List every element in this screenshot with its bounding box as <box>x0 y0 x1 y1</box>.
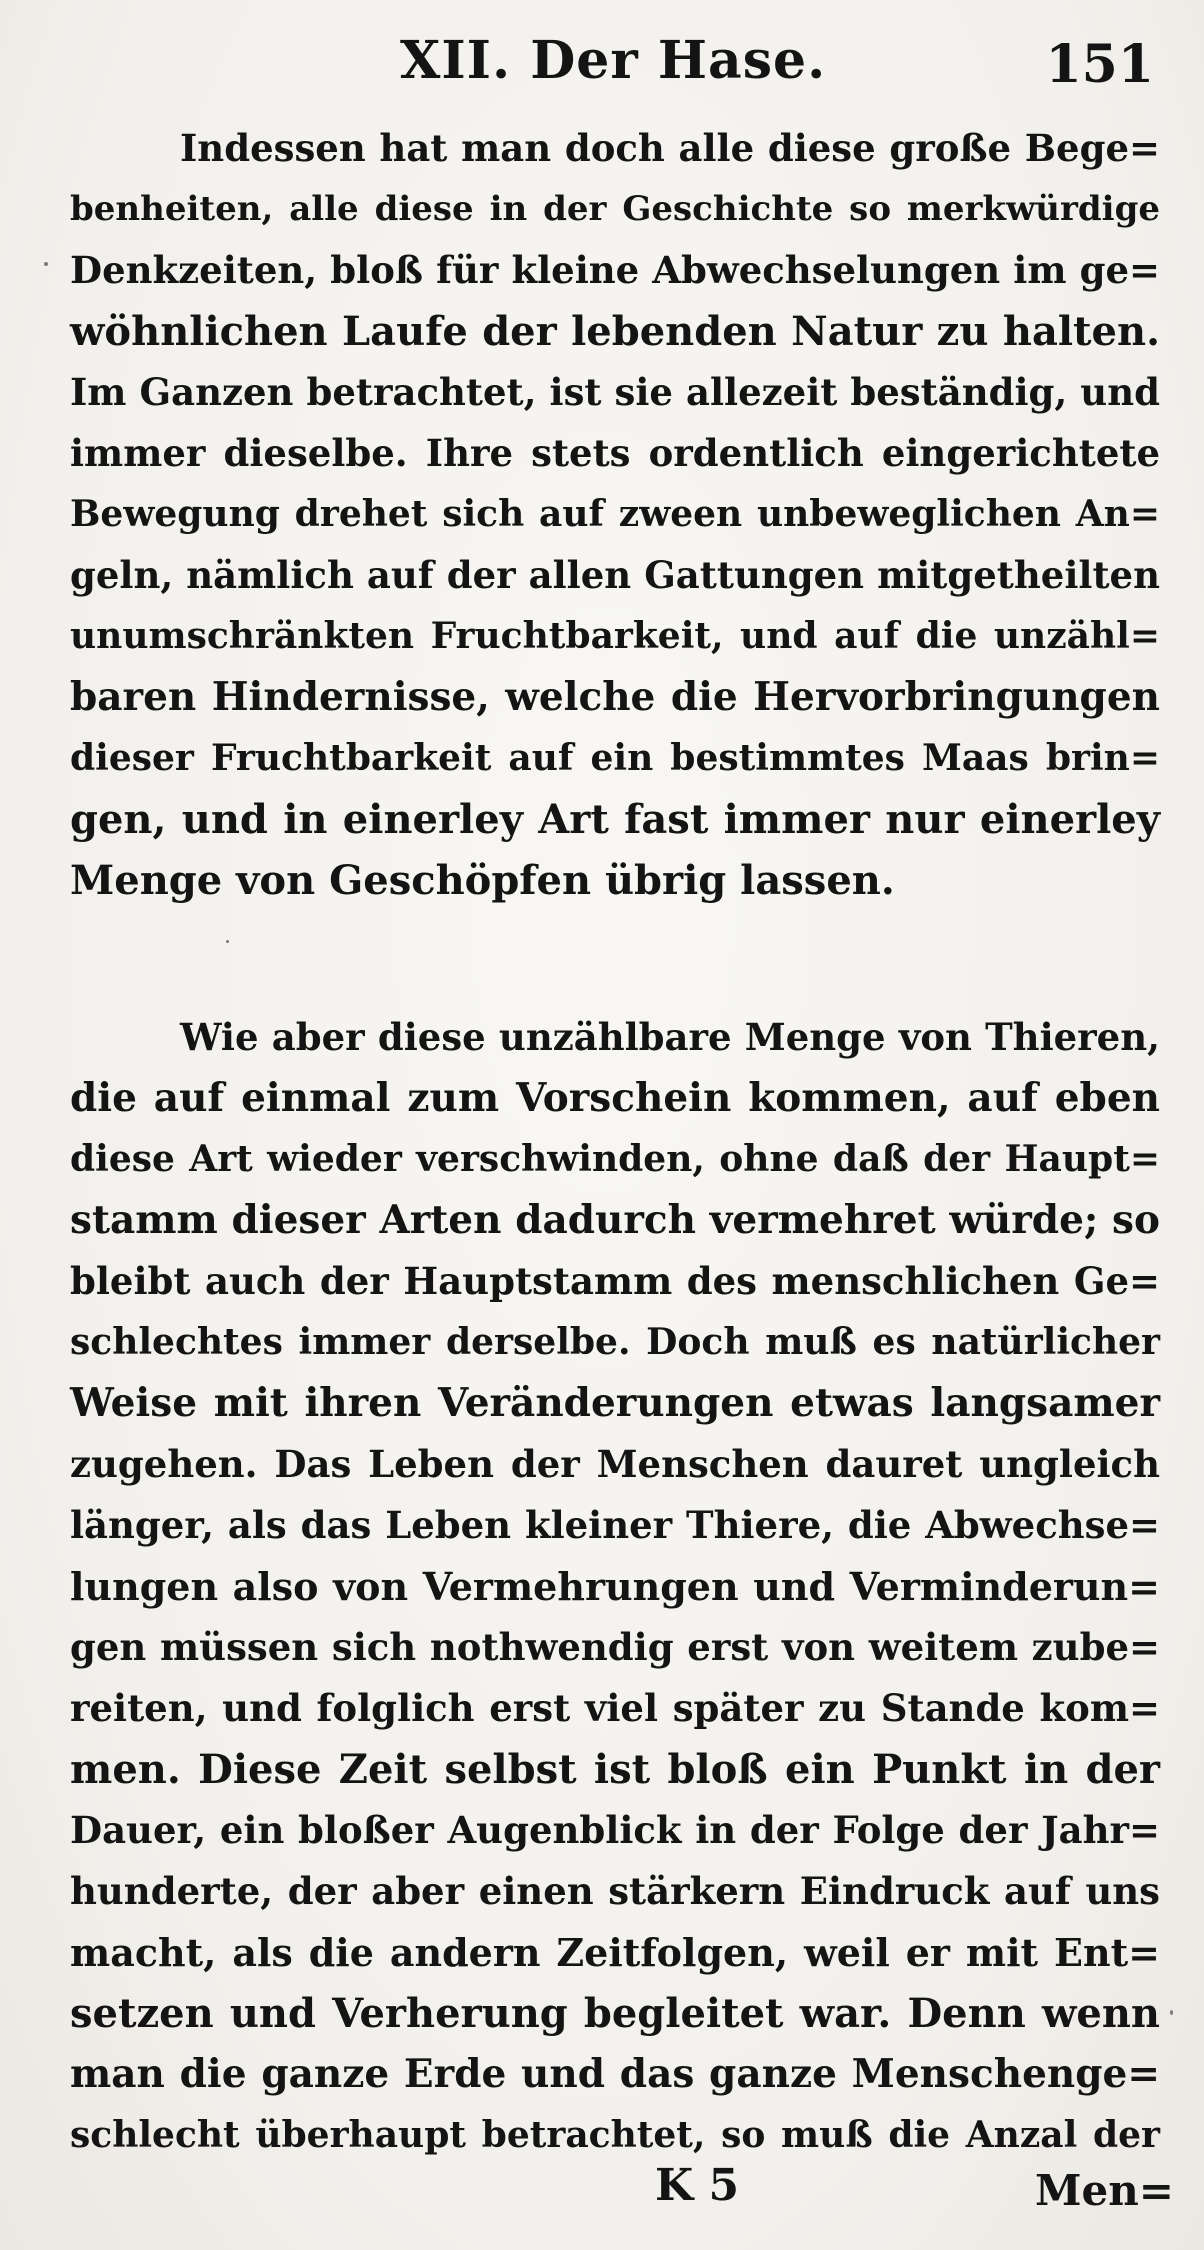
text-line: Menge von Geschöpfen übrig lassen. <box>70 857 895 904</box>
text-line: reiten, und folglich erst viel später zu Stande kom= <box>70 1686 1160 1730</box>
text-line: bleibt auch der Hauptstamm des menschlichen Ge= <box>70 1259 1160 1303</box>
text-line: macht, als die andern Zeitfolgen, weil er mit Ent= <box>70 1930 1160 1975</box>
text-line: Denkzeiten, bloß für kleine Abwechselungen im ge= <box>70 248 1160 292</box>
page-number: 151 <box>1045 34 1154 95</box>
paper-speck <box>1170 2010 1173 2015</box>
text-line: unumschränkten Fruchtbarkeit, und auf die unzähl= <box>70 615 1160 657</box>
text-line: länger, als das Leben kleiner Thiere, die Abwechse= <box>70 1503 1160 1547</box>
text-line: immer dieselbe. Ihre stets ordentlich eingerichtete <box>70 431 1160 475</box>
text-line: Dauer, ein bloßer Augenblick in der Folge der Jahr= <box>70 1808 1160 1852</box>
text-line: schlecht überhaupt betrachtet, so muß die Anzal der <box>70 2114 1160 2156</box>
text-line: Weise mit ihren Veränderungen etwas langsamer <box>70 1380 1160 1426</box>
page-footer <box>0 2160 1204 2230</box>
text-line: Wie aber diese unzählbare Menge von Thieren, <box>180 1015 1160 1059</box>
paragraph-1 <box>70 118 1160 911</box>
text-line: setzen und Verherung begleitet war. Denn wenn <box>70 1990 1160 2037</box>
text-line: die auf einmal zum Vorschein kommen, auf eben <box>70 1075 1160 1121</box>
text-line: stamm dieser Arten dadurch vermehret würde; so <box>70 1197 1160 1243</box>
paper-speck <box>226 940 229 943</box>
paragraph-2 <box>70 1007 1160 2166</box>
text-line: hunderte, der aber einen stärkern Eindruck auf uns <box>70 1869 1160 1913</box>
page-header <box>0 20 1204 100</box>
text-line: men. Diese Zeit selbst ist bloß ein Punkt in der <box>70 1746 1160 1793</box>
text-line: gen müssen sich nothwendig erst von weitem zube= <box>70 1625 1160 1669</box>
signature-mark: K 5 <box>655 2160 740 2211</box>
running-title: XII. Der Hase. <box>400 30 827 91</box>
text-line: schlechtes immer derselbe. Doch muß es natürlicher <box>70 1321 1160 1363</box>
text-line: zugehen. Das Leben der Menschen dauret ungleich <box>70 1442 1160 1486</box>
text-line: Bewegung drehet sich auf zween unbeweglichen An= <box>70 493 1160 535</box>
text-line: diese Art wieder verschwinden, ohne daß der Haupt= <box>70 1138 1160 1180</box>
text-line: lungen also von Vermehrungen und Verminderun= <box>70 1564 1160 1609</box>
text-line: gen, und in einerley Art fast immer nur einerley <box>70 796 1160 843</box>
text-line: Indessen hat man doch alle diese große Bege= <box>180 126 1160 170</box>
paper-speck <box>44 262 48 266</box>
text-line: geln, nämlich auf der allen Gattungen mitgetheilten <box>70 553 1160 597</box>
text-line: man die ganze Erde und das ganze Menschenge= <box>70 2051 1160 2097</box>
text-line: dieser Fruchtbarkeit auf ein bestimmtes Maas brin= <box>70 737 1160 779</box>
text-line: baren Hindernisse, welche die Hervorbringungen <box>70 674 1160 720</box>
text-line: benheiten, alle diese in der Geschichte so merkwürdige <box>70 189 1160 229</box>
text-line: Im Ganzen betrachtet, ist sie allezeit beständig, und <box>70 370 1160 414</box>
text-line: wöhnlichen Laufe der lebenden Natur zu halten. <box>70 308 1160 355</box>
catchword: Men= <box>1035 2166 1174 2215</box>
